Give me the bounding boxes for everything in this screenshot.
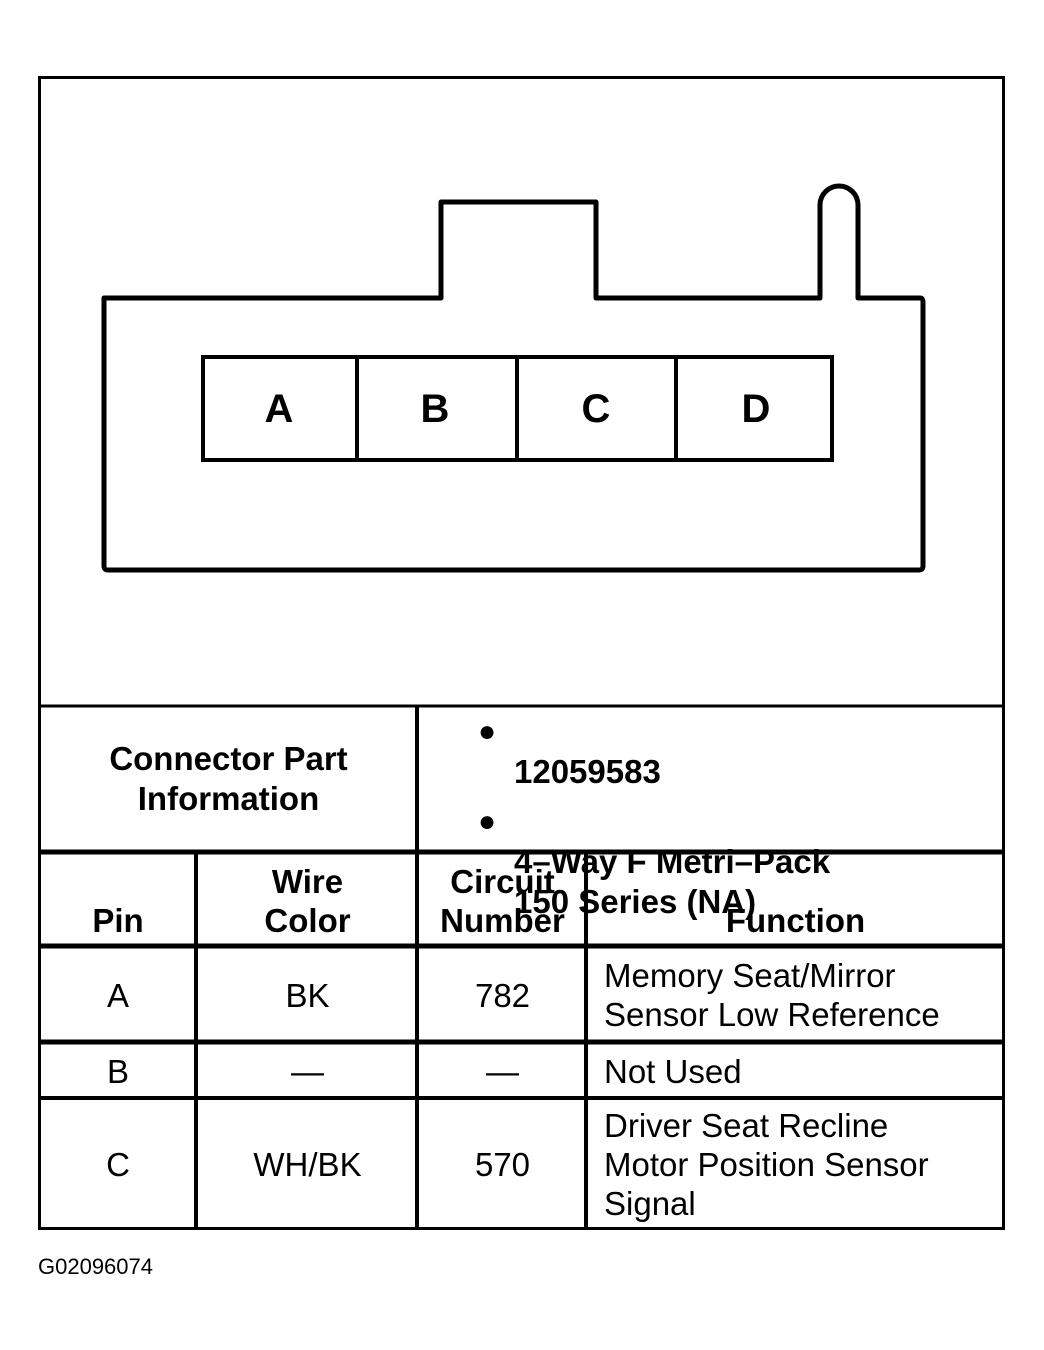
row-b-wire-color: —	[291, 1052, 324, 1090]
row-b-pin: B	[106, 1052, 129, 1090]
figure-id: G02096074	[38, 1254, 153, 1279]
header-circuit-number: Circuit Number	[440, 863, 565, 939]
header-wire-color: Wire Color	[264, 863, 351, 939]
bullet-icon: ●	[478, 805, 497, 838]
row-b-function: Not Used	[604, 1052, 742, 1090]
part-number-item	[478, 712, 998, 792]
cavity-label-c: C	[581, 387, 611, 431]
part-number: 12059583	[514, 753, 661, 790]
row-a-pin: A	[106, 976, 129, 1014]
bullet-icon: ●	[478, 715, 497, 748]
cavity-label-a: A	[264, 387, 294, 431]
row-c-circuit-number: 570	[474, 1145, 531, 1183]
connector-housing	[104, 186, 923, 570]
row-c-pin: C	[106, 1145, 130, 1183]
row-c-function: Driver Seat Recline Motor Position Sensor Signal	[604, 1106, 929, 1222]
header-pin: Pin	[92, 902, 144, 939]
connector-part-info-label: Connector Part Information	[109, 740, 348, 817]
row-a-circuit-number: 782	[474, 976, 531, 1014]
cavity-label-d: D	[741, 387, 771, 431]
cavity-label-b: B	[420, 387, 450, 431]
cavity-block	[203, 357, 832, 460]
row-a-function: Memory Seat/Mirror Sensor Low Reference	[604, 957, 940, 1033]
row-c-wire-color: WH/BK	[253, 1145, 362, 1183]
row-b-circuit-number: —	[486, 1052, 519, 1090]
connector-type: 4–Way F Metri–Pack 150 Series (NA)	[514, 843, 831, 920]
row-a-wire-color: BK	[285, 976, 330, 1014]
header-function: Function	[725, 902, 866, 939]
